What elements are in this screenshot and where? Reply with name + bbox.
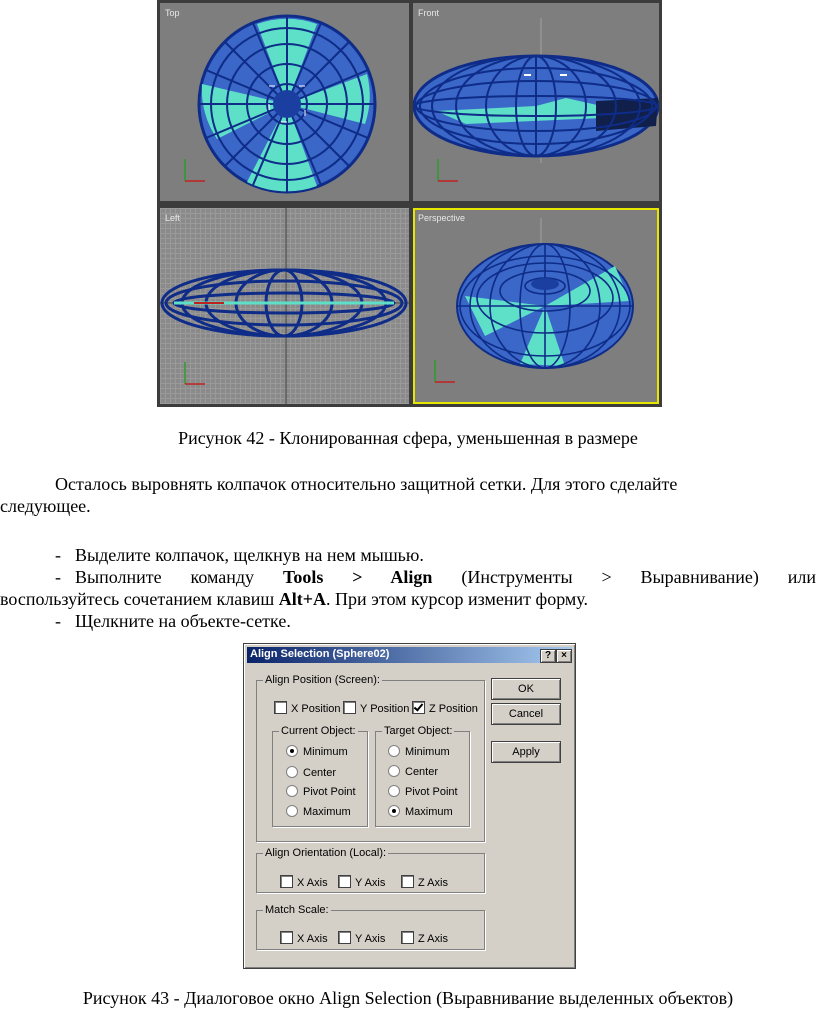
orient-y-axis-checkbox[interactable]	[338, 875, 385, 889]
current-object-legend: Current Object:	[281, 725, 356, 737]
current-maximum-label: Maximum	[303, 806, 351, 818]
y-position-label: Y Position	[360, 703, 410, 715]
target-center-radio[interactable]	[388, 765, 438, 779]
step-dash: -	[55, 545, 61, 565]
step-2	[0, 566, 816, 610]
step-2-text-d: воспользуйтесь сочетанием клавиш	[0, 589, 275, 609]
z-position-box[interactable]	[412, 701, 425, 714]
viewport-top[interactable]	[160, 3, 409, 201]
scale-y-axis-checkbox[interactable]	[338, 931, 385, 945]
current-minimum-dot[interactable]	[286, 745, 298, 757]
target-minimum-dot[interactable]	[388, 745, 400, 757]
x-position-label: X Position	[291, 703, 341, 715]
viewport-top-label: Top	[165, 8, 180, 18]
target-center-label: Center	[405, 766, 439, 778]
target-center-dot[interactable]	[388, 765, 400, 777]
step-3-text: Щелкните на объекте-сетке.	[75, 611, 291, 631]
z-position-label: Z Position	[429, 703, 478, 715]
perspective-view-render	[413, 208, 659, 404]
orient-y-axis-label: Y Axis	[355, 877, 386, 889]
step-1-text: Выделите колпачок, щелкнув на нем мышью.	[75, 545, 424, 565]
step-1	[0, 544, 816, 566]
current-minimum-label: Minimum	[303, 746, 348, 758]
current-pivot-dot[interactable]	[286, 785, 298, 797]
step-2-line1	[0, 566, 816, 588]
align-selection-dialog	[243, 643, 576, 969]
dialog-title: Align Selection (Sphere02)	[250, 648, 390, 660]
orient-z-axis-checkbox[interactable]	[401, 875, 448, 889]
left-view-render	[160, 208, 409, 404]
target-maximum-label: Maximum	[405, 806, 453, 818]
target-minimum-label: Minimum	[405, 746, 450, 758]
current-pivot-radio[interactable]	[286, 785, 356, 799]
front-view-render	[413, 3, 659, 201]
y-position-checkbox[interactable]	[343, 701, 409, 715]
step-2-command: Tools > Align	[282, 567, 433, 587]
match-scale-legend: Match Scale:	[265, 904, 329, 916]
step-2-text-c: (Инструменты > Выравнивание) или	[461, 567, 816, 587]
scale-x-axis-box[interactable]	[280, 931, 293, 944]
viewport-perspective[interactable]	[413, 208, 659, 404]
scale-z-axis-box[interactable]	[401, 931, 414, 944]
orient-x-axis-checkbox[interactable]	[280, 875, 328, 889]
scale-x-axis-label: X Axis	[297, 933, 328, 945]
current-pivot-label: Pivot Point	[303, 786, 356, 798]
orient-x-axis-box[interactable]	[280, 875, 293, 888]
target-minimum-radio[interactable]	[388, 745, 450, 759]
scale-y-axis-box[interactable]	[338, 931, 351, 944]
scale-z-axis-checkbox[interactable]	[401, 931, 448, 945]
paragraph-intro	[0, 473, 816, 517]
paragraph-intro-line1: Осталось выровнять колпачок относительно защитной сетки. Для этого сделайте	[55, 474, 678, 494]
target-pivot-dot[interactable]	[388, 785, 400, 797]
step-3	[0, 610, 816, 632]
current-minimum-radio[interactable]	[286, 745, 348, 759]
orient-z-axis-box[interactable]	[401, 875, 414, 888]
top-view-render	[160, 3, 409, 201]
z-position-checkbox[interactable]	[412, 701, 478, 715]
current-center-radio[interactable]	[286, 766, 336, 780]
viewport-left[interactable]	[160, 208, 409, 404]
current-maximum-radio[interactable]	[286, 805, 351, 819]
target-object-legend: Target Object:	[384, 725, 453, 737]
dialog-titlebar[interactable]	[247, 647, 572, 663]
target-pivot-radio[interactable]	[388, 785, 458, 799]
step-dash: -	[55, 567, 61, 587]
scale-x-axis-checkbox[interactable]	[280, 931, 328, 945]
step-dash: -	[55, 611, 61, 631]
target-maximum-radio[interactable]	[388, 805, 453, 819]
align-orientation-legend: Align Orientation (Local):	[265, 847, 387, 859]
target-maximum-dot[interactable]	[388, 805, 400, 817]
scale-y-axis-label: Y Axis	[355, 933, 386, 945]
steps-list	[0, 544, 816, 632]
viewports-panel	[157, 0, 662, 407]
apply-button[interactable]: Apply	[491, 741, 561, 763]
close-button[interactable]: ×	[556, 649, 572, 663]
align-position-legend: Align Position (Screen):	[265, 674, 380, 686]
help-button[interactable]: ?	[540, 649, 556, 663]
step-2-text-f: . При этом курсор изменит форму.	[326, 589, 589, 609]
orient-x-axis-label: X Axis	[297, 877, 328, 889]
figure-43-caption: Рисунок 43 - Диалоговое окно Align Selection (Выравнивание выделенных объектов)	[82, 988, 734, 1008]
orient-y-axis-box[interactable]	[338, 875, 351, 888]
viewport-front[interactable]	[413, 3, 659, 201]
target-pivot-label: Pivot Point	[405, 786, 458, 798]
current-maximum-dot[interactable]	[286, 805, 298, 817]
step-2-text-a: Выполните команду	[75, 567, 255, 587]
paragraph-intro-line2: следующее.	[0, 496, 91, 516]
current-center-dot[interactable]	[286, 766, 298, 778]
orient-z-axis-label: Z Axis	[418, 877, 448, 889]
current-center-label: Center	[303, 767, 337, 779]
viewport-front-label: Front	[418, 8, 440, 18]
figure-42-caption: Рисунок 42 - Клонированная сфера, уменьшенная в размере	[178, 428, 638, 448]
step-2-shortcut: Alt+A	[278, 589, 327, 609]
x-position-checkbox[interactable]	[274, 701, 341, 715]
x-position-box[interactable]	[274, 701, 287, 714]
viewport-perspective-label: Perspective	[418, 213, 466, 223]
y-position-box[interactable]	[343, 701, 356, 714]
scale-z-axis-label: Z Axis	[418, 933, 448, 945]
viewport-left-label: Left	[165, 213, 181, 223]
ok-button[interactable]: OK	[491, 678, 561, 700]
cancel-button[interactable]: Cancel	[491, 703, 561, 725]
